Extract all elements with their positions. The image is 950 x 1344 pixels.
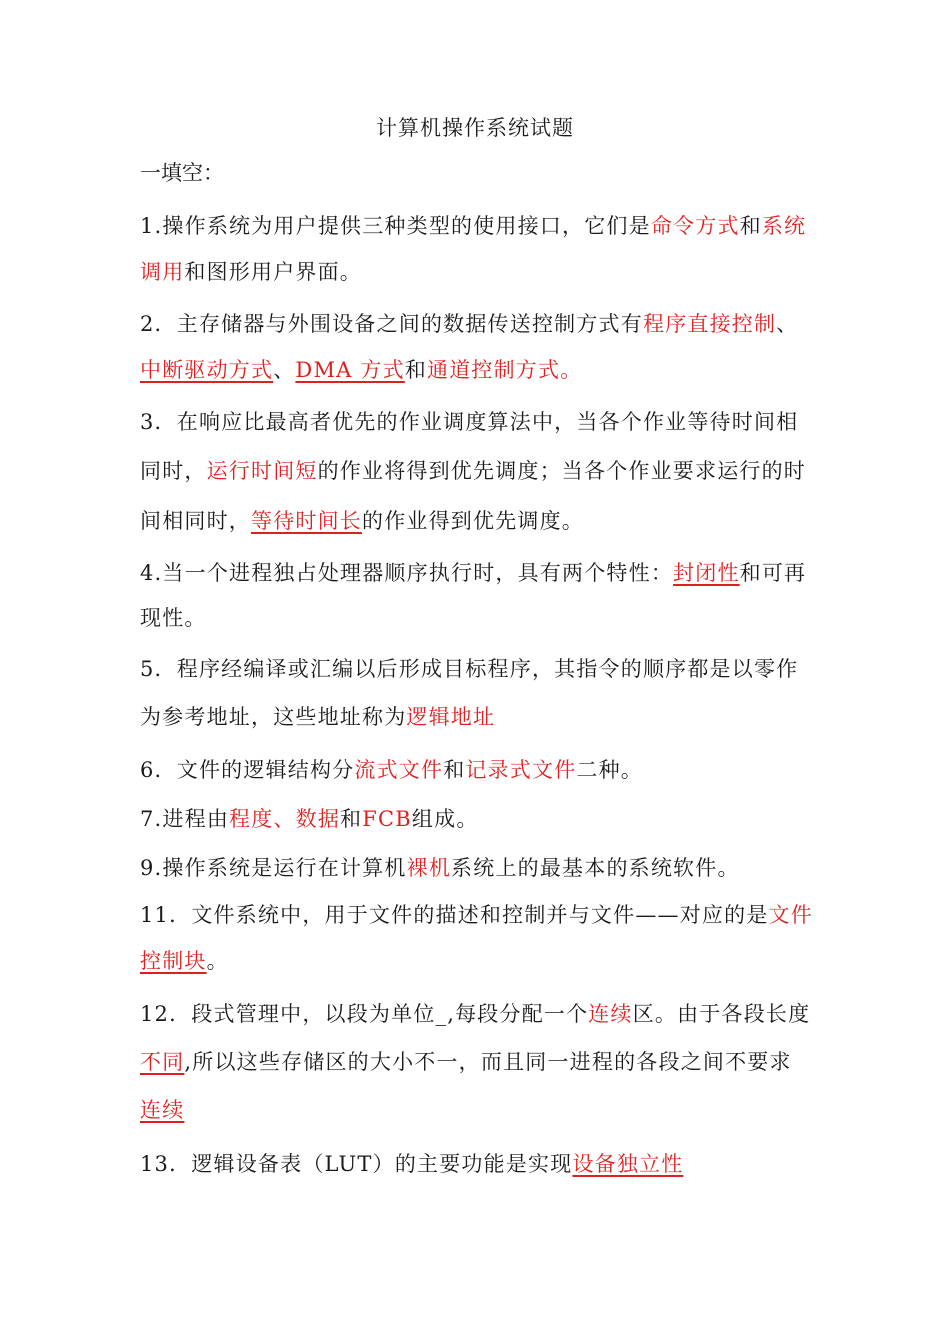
question-text: 、 [776, 312, 799, 336]
question-12-line-3 [140, 1094, 830, 1124]
question-12-line-2 [140, 1046, 830, 1076]
answer-text: 裸机 [406, 856, 452, 880]
question-text: 6．文件的逻辑结构分 [140, 758, 355, 782]
question-text: ,所以这些存储区的大小不一，而且同一进程的各段之间不要求 [184, 1050, 792, 1074]
question-3-line-1 [140, 406, 830, 436]
question-6-line [140, 754, 830, 784]
question-text: 4.当一个进程独占处理器顺序执行时，具有两个特性： [140, 561, 674, 585]
answer-text: 运行时间短 [206, 459, 318, 483]
question-text: 间相同时， [140, 509, 251, 533]
page-title: 计算机操作系统试题 [376, 116, 574, 140]
question-11-line-1 [140, 899, 830, 929]
answer-text: 命令方式 [650, 214, 740, 238]
question-text: 系统上的最基本的系统软件。 [451, 856, 740, 880]
question-text: 5．程序经编译或汇编以后形成目标程序，其指令的顺序都是以零作 [140, 657, 799, 681]
answer-text: 逻辑地址 [406, 705, 496, 729]
question-5-line-1 [140, 653, 830, 683]
question-3-line-2 [140, 455, 830, 485]
answer-text: 设备独立性 [572, 1152, 684, 1176]
answer-text: 等待时间长 [251, 509, 362, 533]
question-2-line-2 [140, 354, 830, 384]
question-text: 1.操作系统为用户提供三种类型的使用接口，它们是 [140, 214, 651, 238]
question-12-line-1 [140, 998, 830, 1028]
question-text: 、 [273, 358, 296, 382]
answer-text: 程度、数据 [229, 807, 341, 831]
question-1-line-1 [140, 210, 830, 240]
question-2-line-1 [140, 308, 830, 338]
question-13-line [140, 1148, 830, 1178]
question-text: 和 [404, 358, 427, 382]
answer-text: 通道控制方式。 [427, 358, 583, 382]
question-text: 。 [206, 949, 229, 973]
question-text: 的作业将得到优先调度；当各个作业要求运行的时 [317, 459, 807, 483]
question-text: 的作业得到优先调度。 [362, 509, 584, 533]
question-text: 同时， [140, 459, 207, 483]
answer-text: 文件 [768, 903, 813, 927]
question-text: 和可再 [739, 561, 807, 585]
question-4-line-2 [140, 602, 830, 632]
answer-text: 程序直接控制 [642, 312, 777, 336]
question-4-line-1 [140, 557, 830, 587]
question-text: 11．文件系统中，用于文件的描述和控制并与文件——对应的是 [140, 903, 769, 927]
question-text: 13．逻辑设备表（LUT）的主要功能是实现 [140, 1152, 573, 1176]
question-text: 9.操作系统是运行在计算机 [140, 856, 407, 880]
answer-text: 记录式文件 [465, 758, 577, 782]
answer-text: 系统 [761, 214, 807, 238]
question-3-line-3 [140, 505, 830, 535]
answer-text: 中断驱动方式 [140, 358, 274, 382]
answer-text: 不同 [140, 1050, 185, 1074]
question-text: 现性。 [140, 606, 207, 630]
question-7-line [140, 803, 830, 833]
answer-text: FCB [362, 807, 412, 831]
answer-text: 封闭性 [673, 561, 740, 585]
answer-text: 控制块 [140, 949, 207, 973]
answer-text: 连续 [588, 1002, 633, 1026]
section-heading: 一填空： [140, 161, 224, 185]
question-text: 12．段式管理中，以段为单位_,每段分配一个 [140, 1002, 589, 1026]
question-9-line [140, 852, 830, 882]
answer-text: 调用 [140, 260, 185, 284]
answer-text: DMA 方式 [295, 358, 405, 382]
question-text: 为参考地址，这些地址称为 [140, 705, 407, 729]
question-text: 组成。 [411, 807, 479, 831]
answer-text: 流式文件 [354, 758, 444, 782]
question-text: 和 [739, 214, 762, 238]
question-11-line-2 [140, 945, 830, 975]
question-text: 和 [443, 758, 466, 782]
question-text: 2．主存储器与外围设备之间的数据传送控制方式有 [140, 312, 643, 336]
question-text: 7.进程由 [140, 807, 230, 831]
question-5-line-2 [140, 701, 830, 731]
question-1-line-2 [140, 256, 830, 286]
question-text: 区。由于各段长度 [632, 1002, 811, 1026]
answer-text: 连续 [140, 1098, 185, 1122]
question-text: 3．在响应比最高者优先的作业调度算法中，当各个作业等待时间相 [140, 410, 799, 434]
question-text: 和图形用户界面。 [184, 260, 363, 284]
question-text: 二种。 [576, 758, 643, 782]
question-text: 和 [340, 807, 363, 831]
